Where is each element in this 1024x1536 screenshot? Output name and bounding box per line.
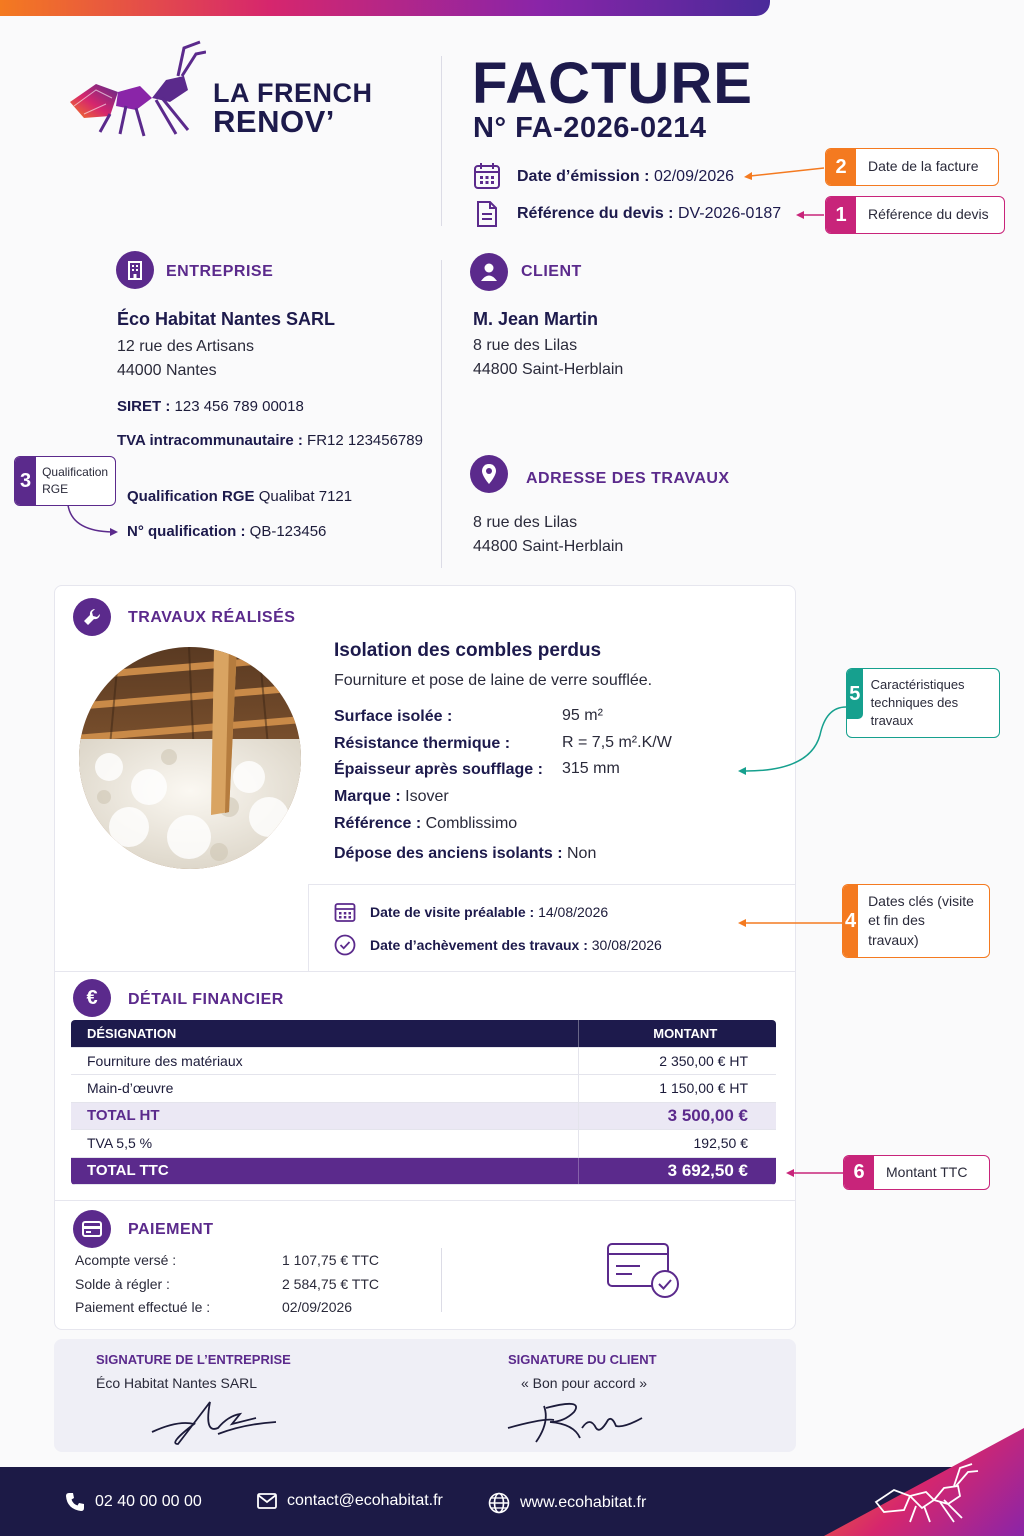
rge-value: Qualibat 7121 <box>258 488 353 505</box>
phone-icon <box>65 1492 85 1512</box>
callout-arrows-top <box>740 160 830 230</box>
invoice-number: N° FA-2026-0214 <box>473 112 707 144</box>
spec-removal-label: Dépose des anciens isolants : <box>334 845 563 862</box>
user-icon <box>470 253 508 291</box>
siret-value: 123 456 789 00018 <box>174 398 304 415</box>
rge-label: Qualification RGE <box>127 488 255 505</box>
client-signature <box>504 1398 646 1446</box>
check-circle-icon <box>334 934 356 956</box>
finance-header-row <box>71 1020 776 1047</box>
qualification-value: QB-123456 <box>249 523 327 540</box>
total-ht-value: 3 500,00 € <box>578 1102 776 1130</box>
callout-4-text: Dates clés (visite et fin des travaux) <box>868 892 974 948</box>
payment-check-icon <box>606 1242 682 1300</box>
balance-value: 2 584,75 € TTC <box>282 1276 380 1292</box>
spec-brand-value: Isover <box>405 788 449 805</box>
spec-brand-label: Marque : <box>334 788 401 805</box>
spec-removal-value: Non <box>566 845 597 862</box>
client-name: M. Jean Martin <box>473 309 599 329</box>
callout-6 <box>843 1155 990 1190</box>
company-vat <box>117 432 423 449</box>
total-ttc-value: 3 692,50 € <box>578 1157 776 1185</box>
company-rge <box>127 488 352 505</box>
row-label: Fourniture des matériaux <box>71 1047 578 1075</box>
callout-1-number: 1 <box>826 197 856 233</box>
footer-email[interactable] <box>257 1492 443 1510</box>
callout-5-number: 5 <box>847 669 863 719</box>
ant-logo-icon <box>66 40 206 140</box>
visit-date-label: Date de visite préalable : <box>370 904 535 920</box>
quote-ref-label: Référence du devis : <box>517 205 674 222</box>
deposit-label: Acompte versé : <box>75 1252 177 1268</box>
client-signature-note: « Bon pour accord » <box>521 1375 648 1391</box>
total-ht-label: TOTAL HT <box>71 1102 578 1130</box>
callout-1-text: Référence du devis <box>868 206 989 223</box>
client-address1: 8 rue des Lilas <box>473 337 578 354</box>
callout-4 <box>842 884 990 958</box>
visit-date-value: 14/08/2026 <box>538 904 609 920</box>
visit-date <box>370 904 608 920</box>
worksite-address2: 44800 Saint-Herblain <box>473 538 624 555</box>
brand-name-line2: RENOV’ <box>213 104 335 139</box>
card-divider-1 <box>54 971 796 972</box>
callout-2 <box>825 148 999 186</box>
issue-date-label: Date d’émission : <box>517 168 650 185</box>
callout-4-number: 4 <box>843 885 858 957</box>
parties-divider <box>441 260 442 568</box>
finance-table <box>71 1020 776 1185</box>
works-title: Isolation des combles perdus <box>334 640 602 661</box>
spec-thickness-value: 315 mm <box>562 760 620 777</box>
callout-5 <box>846 668 1000 738</box>
paid-date-value: 02/09/2026 <box>282 1299 353 1315</box>
header-divider <box>441 56 442 226</box>
footer-phone-text: 02 40 00 00 00 <box>95 1493 202 1510</box>
company-signature-name: Éco Habitat Nantes SARL <box>96 1375 258 1391</box>
vat-row <box>71 1130 776 1158</box>
footer-email-text: contact@ecohabitat.fr <box>287 1492 443 1509</box>
top-gradient-bar <box>0 0 770 16</box>
table-row <box>71 1047 776 1075</box>
deposit-value: 1 107,75 € TTC <box>282 1252 380 1268</box>
vat-row-value: 192,50 € <box>578 1130 776 1158</box>
col-designation: DÉSIGNATION <box>71 1020 578 1047</box>
vat-value: FR12 123456789 <box>307 432 423 449</box>
worksite-heading: ADRESSE DES TRAVAUX <box>526 470 730 487</box>
issue-date-value: 02/09/2026 <box>653 168 735 185</box>
callout-2-number: 2 <box>826 149 856 185</box>
calendar-small-icon <box>334 901 356 923</box>
vat-label: TVA intracommunautaire : <box>117 432 303 449</box>
euro-icon: € <box>73 979 111 1017</box>
company-signature <box>148 1394 280 1448</box>
company-siret <box>117 398 304 415</box>
col-amount: MONTANT <box>578 1020 776 1047</box>
ant-footer-icon <box>870 1462 980 1524</box>
invoice-title: FACTURE <box>472 51 753 116</box>
insulation-photo <box>79 647 301 869</box>
card-icon <box>73 1210 111 1248</box>
callout-6-text: Montant TTC <box>886 1163 968 1180</box>
client-heading: CLIENT <box>521 263 582 280</box>
spec-brand <box>334 788 449 806</box>
company-address2: 44000 Nantes <box>117 362 217 379</box>
footer-website-text: www.ecohabitat.fr <box>520 1494 647 1511</box>
company-qualification <box>127 523 326 540</box>
wrench-icon <box>73 598 111 636</box>
end-date <box>370 937 662 953</box>
qualification-label: N° qualification : <box>127 523 246 540</box>
location-pin-icon <box>470 455 508 493</box>
spec-thickness-label: Épaisseur après soufflage : <box>334 761 543 778</box>
document-icon <box>475 200 499 228</box>
finance-heading: DÉTAIL FINANCIER <box>128 991 284 1008</box>
callout-6-arrow <box>784 1166 846 1180</box>
balance-label: Solde à régler : <box>75 1276 170 1292</box>
works-heading: TRAVAUX RÉALISÉS <box>128 609 296 626</box>
issue-date-row <box>517 168 734 186</box>
payment-heading: PAIEMENT <box>128 1221 214 1238</box>
footer-phone[interactable] <box>65 1492 202 1512</box>
total-ht-row <box>71 1102 776 1130</box>
building-icon <box>116 251 154 289</box>
globe-icon <box>488 1492 510 1514</box>
callout-6-number: 6 <box>844 1156 874 1189</box>
payment-divider <box>441 1248 442 1312</box>
paid-date-label: Paiement effectué le : <box>75 1299 211 1315</box>
callout-5-text: Caractéristiques techniques des travaux <box>870 676 965 729</box>
brand-name-line1: LA FRENCH <box>213 78 373 108</box>
vat-row-label: TVA 5,5 % <box>71 1130 578 1158</box>
spec-surface-label: Surface isolée : <box>334 708 453 725</box>
spec-resistance-value: R = 7,5 m².K/W <box>562 734 672 751</box>
spec-removal <box>334 845 596 863</box>
company-heading: ENTREPRISE <box>166 263 274 280</box>
row-label: Main-d’œuvre <box>71 1075 578 1103</box>
email-icon <box>257 1493 277 1509</box>
company-signature-heading: SIGNATURE DE L’ENTREPRISE <box>96 1352 291 1367</box>
callout-3-arrow <box>60 505 122 541</box>
callout-4-arrow <box>734 916 846 930</box>
end-date-label: Date d’achèvement des travaux : <box>370 937 588 953</box>
total-ttc-label: TOTAL TTC <box>71 1157 578 1185</box>
row-amount: 2 350,00 € HT <box>578 1047 776 1075</box>
quote-ref-value: DV-2026-0187 <box>677 205 782 222</box>
works-subtitle: Fourniture et pose de laine de verre soufflée. <box>334 672 653 689</box>
spec-surface-value: 95 m² <box>562 707 603 724</box>
company-name: Éco Habitat Nantes SARL <box>117 309 336 329</box>
row-amount: 1 150,00 € HT <box>578 1075 776 1103</box>
siret-label: SIRET : <box>117 398 171 415</box>
callout-1 <box>825 196 1005 234</box>
callout-3 <box>14 456 116 506</box>
end-date-value: 30/08/2026 <box>591 937 662 953</box>
total-ttc-row <box>71 1157 776 1185</box>
spec-resistance-label: Résistance thermique : <box>334 735 511 752</box>
spec-reference-label: Référence : <box>334 815 422 832</box>
worksite-address1: 8 rue des Lilas <box>473 514 578 531</box>
table-row <box>71 1075 776 1103</box>
calendar-icon <box>473 162 501 190</box>
spec-reference <box>334 815 517 833</box>
callout-2-text: Date de la facture <box>868 158 979 175</box>
spec-reference-value: Comblissimo <box>425 815 518 832</box>
client-address2: 44800 Saint-Herblain <box>473 361 624 378</box>
callout-5-arrow <box>734 705 850 777</box>
callout-3-text: Qualification RGE <box>42 465 109 496</box>
company-address1: 12 rue des Artisans <box>117 338 254 355</box>
card-divider-2 <box>54 1200 796 1201</box>
footer-website[interactable] <box>488 1492 646 1514</box>
client-signature-heading: SIGNATURE DU CLIENT <box>508 1352 657 1367</box>
key-dates-box <box>308 884 796 971</box>
callout-3-number: 3 <box>15 457 36 505</box>
